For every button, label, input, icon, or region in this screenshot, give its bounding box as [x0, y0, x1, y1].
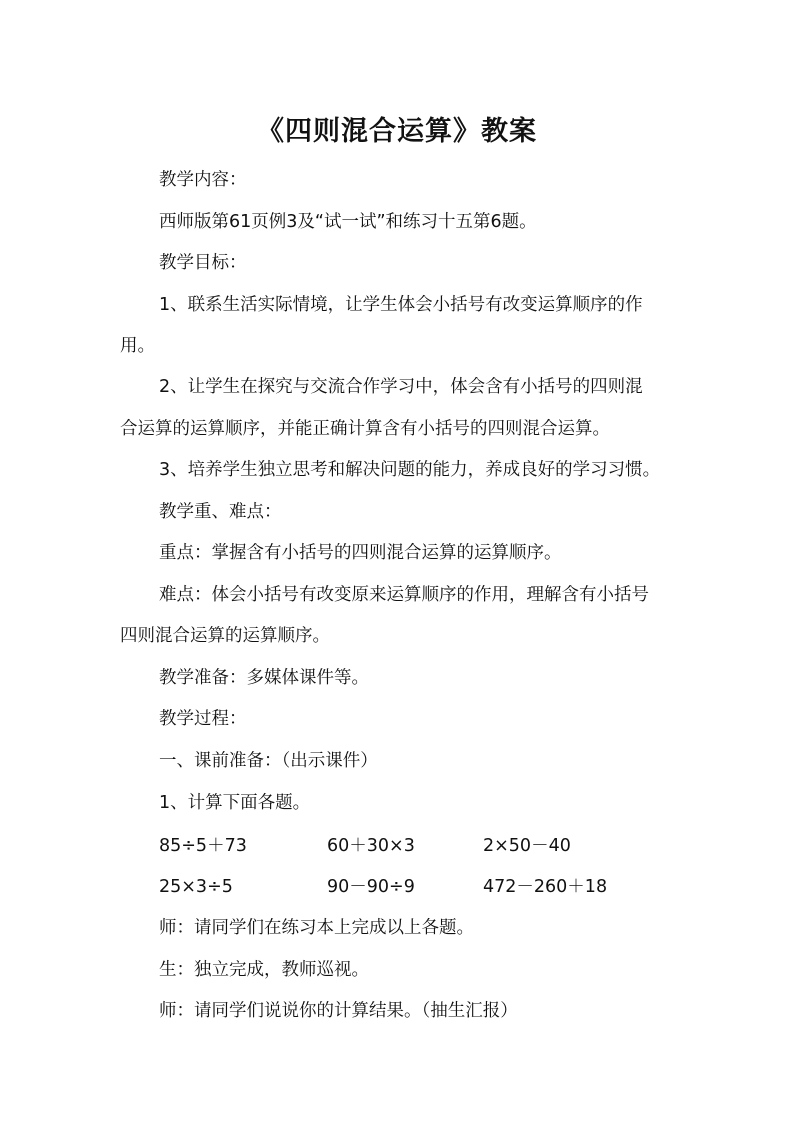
goal-1-line-1: 1、联系生活实际情境，让学生体会小括号有改变运算顺序的作	[159, 295, 643, 315]
difficulty-line-2: 四则混合运算的运算顺序。	[120, 626, 330, 646]
task-1: 1、计算下面各题。	[159, 793, 311, 813]
content-heading: 教学内容：	[159, 170, 247, 190]
process-heading: 教学过程：	[159, 709, 247, 729]
key-point: 重点：掌握含有小括号的四则混合运算的运算顺序。	[159, 543, 562, 563]
teacher-line-1: 师：请同学们在练习本上完成以上各题。	[159, 918, 474, 938]
goal-1-line-2: 用。	[120, 336, 155, 356]
content-text: 西师版第61页例3及“试一试”和练习十五第6题。	[159, 212, 537, 232]
page-title: 《四则混合运算》教案	[257, 116, 537, 147]
teacher-line-2: 师：请同学们说说你的计算结果。（抽生汇报）	[159, 1001, 518, 1021]
exercise-item: 2×50－40	[483, 836, 571, 856]
goal-2-line-1: 2、让学生在探究与交流合作学习中，体会含有小括号的四则混	[159, 377, 643, 397]
teaching-prep: 教学准备：多媒体课件等。	[159, 668, 369, 688]
student-line-1: 生：独立完成，教师巡视。	[159, 960, 369, 980]
key-heading: 教学重、难点：	[159, 502, 282, 522]
section-1-heading: 一、课前准备：（出示课件）	[159, 751, 378, 771]
goal-3: 3、培养学生独立思考和解决问题的能力，养成良好的学习习惯。	[159, 460, 661, 480]
exercise-item: 90－90÷9	[327, 877, 415, 897]
exercise-item: 85÷5＋73	[159, 836, 247, 856]
exercise-item: 472－260＋18	[483, 877, 608, 897]
difficulty-line-1: 难点：体会小括号有改变原来运算顺序的作用，理解含有小括号	[159, 585, 649, 605]
exercise-item: 60＋30×3	[327, 836, 415, 856]
goal-2-line-2: 合运算的运算顺序，并能正确计算含有小括号的四则混合运算。	[120, 419, 610, 439]
exercise-item: 25×3÷5	[159, 877, 233, 897]
goals-heading: 教学目标：	[159, 253, 247, 273]
